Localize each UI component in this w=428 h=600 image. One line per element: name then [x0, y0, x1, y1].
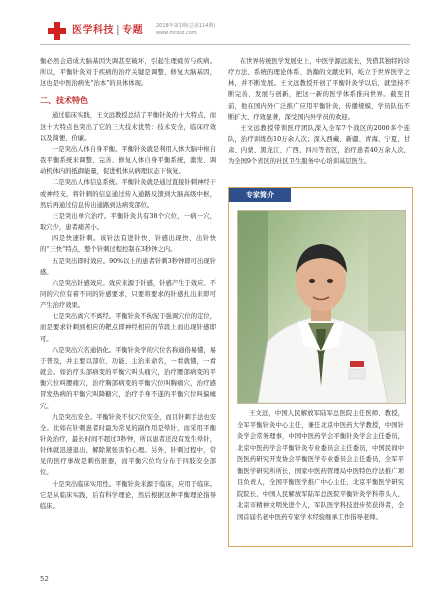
magazine-brand: 医学科技 | 专题	[72, 25, 144, 36]
right-column	[228, 56, 410, 168]
expert-profile-box	[228, 187, 413, 547]
left-column	[40, 56, 216, 512]
body-paragraph: 四是快速针刺。该针法有进针快、针感出现快、出针快的“三快”特点，整个针刺过程控制在3秒钟之内。	[40, 235, 216, 254]
body-paragraph: 一是突出人体自身平衡。平衡针灸就是利用人体大脑中枢自我平衡系统来调整、完善、修复人体自身平衡系统，激发、调动机体内的抵御能量，促进机体从病理状态下恢复。	[40, 145, 216, 176]
body-paragraph: 五是突出即时效应。90%以上的患者针刺3秒钟即可出现针感。	[40, 257, 216, 276]
expert-portrait-photo	[237, 210, 406, 404]
body-paragraph: 九是突出安全。平衡针灸不仅穴位安全，而且针刺手法也安全。比如在针刺患者时最为常见的副作用是晕针，而采用平衡针灸治疗，最长时间不超过3秒钟，所以患者还没有发生晕针，针体就迅速退出，解除紧张害怕心理。另外，针刺过程中，常见的医疗事故是刺伤脏器，而平衡穴位均分布于四肢安全部位。	[40, 413, 216, 477]
body-paragraph: 十是突出临床实用性。平衡针灸来源于临床，应用于临床。它是从临床实践，后有科学理论，然后根据这种平衡理论指导临床。	[40, 480, 216, 510]
brand-name: 医学科技	[72, 25, 114, 36]
body-paragraph: 七是突出离穴不离经。平衡针灸不拘泥于强调穴位的定位，而是要求针刺到相应的靶点即神经相应的节段上而出现针感即可。	[40, 313, 216, 343]
website-url: www.mrxsz.com	[156, 30, 197, 36]
body-paragraph: 二是突出人体信息系统。平衡针灸就是通过直接针刺神经干或神经支，将针刺的信息通过传入通路反馈到大脑高级中枢，然后再通过信息传出通路到达病变部位。	[40, 179, 216, 209]
body-paragraph: 王文远教授带领医疗团队深入全军7个战区的2000多个连队，治疗训练伤10万余人次；深入西藏、新疆、青海、宁夏、甘肃、内蒙、黑龙江、广西、四川等省区，治疗患者40万余人次，为全国9个省区的社区卫生服务中心培训基层医生。	[228, 124, 410, 166]
expert-box-title: 专家简介	[229, 188, 291, 202]
page-number: 52	[40, 575, 49, 583]
intro-paragraph: 衡必然会造成大脑基因失调甚至破坏，引起生理疲劳与疾病。所以，平衡针灸对于疾病的治疗关键是调整、修复大脑基因，这也是中医治病先“治本”的具体体现。	[40, 58, 216, 88]
body-paragraph: 在世界传统医学发展史上，中医学源远流长，凭借其独特的诊疗方法、系统的理论体系、浩瀚的文献史料，屹立于世界医学之林，并不断发展。王文远教授开创了平衡针灸学以后，就坚持不断完善、发展与创新，把这一新的医学体系推向世界。截至目前，他在国内外广泛推广应用平衡针灸，传播规模、学员队伍不断扩大、疗效显著，深受国内外学员的欢迎。	[228, 58, 411, 121]
medical-cross-icon	[48, 22, 66, 40]
body-paragraph: 六是突出针感效应。效应来源于针感，针感产生于效应。不同的穴位有着不同的针感要求，只要将要求的针感扎出来即可产生治疗效果。	[40, 279, 216, 310]
body-paragraph: 通过临床实践，王文远教授总结了平衡针灸的十大特点，而这十大特点也突出了它的三大技术优势：技术安全，临床疗效以及简便、价廉。	[40, 112, 216, 142]
header-divider	[40, 44, 410, 45]
brand-section: 专题	[122, 25, 144, 36]
expert-bio-text: 王文远，中国人民解放军陆军总医院主任医师、教授，全军平衡针灸中心主任，兼任北京中医药大学教授，中国针灸学会常务理事，中国中医药学会平衡针灸学会主任委员，北京中医药学会平衡针灸专业委员会主任委员，中国民间中医医药研究开发协会平衡医学专业委员会主任委员，全军平衡医学研究所所长，国家中医药管理局中医特色疗法推广项目负责人，全国平衡医学推广中心主任，北京平衡医学研究院院长，中国人民解放军陆军总医院平衡针灸学科带头人，北京市精神文明先进个人，军队医学科技进步奖获得者，全国首届名老中医药专家学术经验继承工作指导老师。	[237, 410, 404, 521]
page-header	[40, 17, 408, 45]
expert-bio	[237, 408, 404, 523]
body-paragraph: 八是突出穴名通俗化。平衡针灸学的穴位名称通俗易懂，易于普及，并主要以部位、功能、主治来命名，一看就懂，一看就会。如治疗头部病变的平衡穴叫头痛穴，治疗腰部病变的平衡穴位叫腰痛穴，治疗胸部病变的平衡穴位叫胸痛穴，治疗感冒发热病的平衡穴叫降糖穴，治疗手身不遂的平衡穴位叫偏瘫穴。	[40, 346, 216, 410]
body-paragraph: 三是突出单穴治疗。平衡针灸共有38个穴位，一病一穴，取穴少，患者痛苦小。	[40, 212, 216, 232]
section-heading: 二、技术特色	[40, 96, 88, 106]
issue-info: 2018年第1期(总第114期)	[156, 23, 216, 29]
